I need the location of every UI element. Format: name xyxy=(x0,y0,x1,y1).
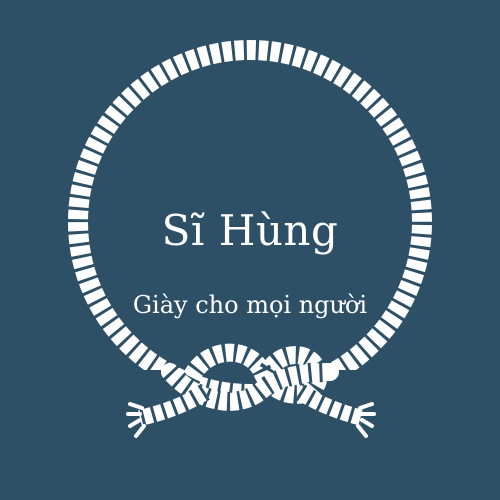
rope-end-right xyxy=(300,392,374,436)
brand-name: Sĩ Hùng xyxy=(161,206,339,255)
rope-end-left xyxy=(128,392,205,436)
brand-tagline: Giày cho mọi người xyxy=(132,291,368,319)
